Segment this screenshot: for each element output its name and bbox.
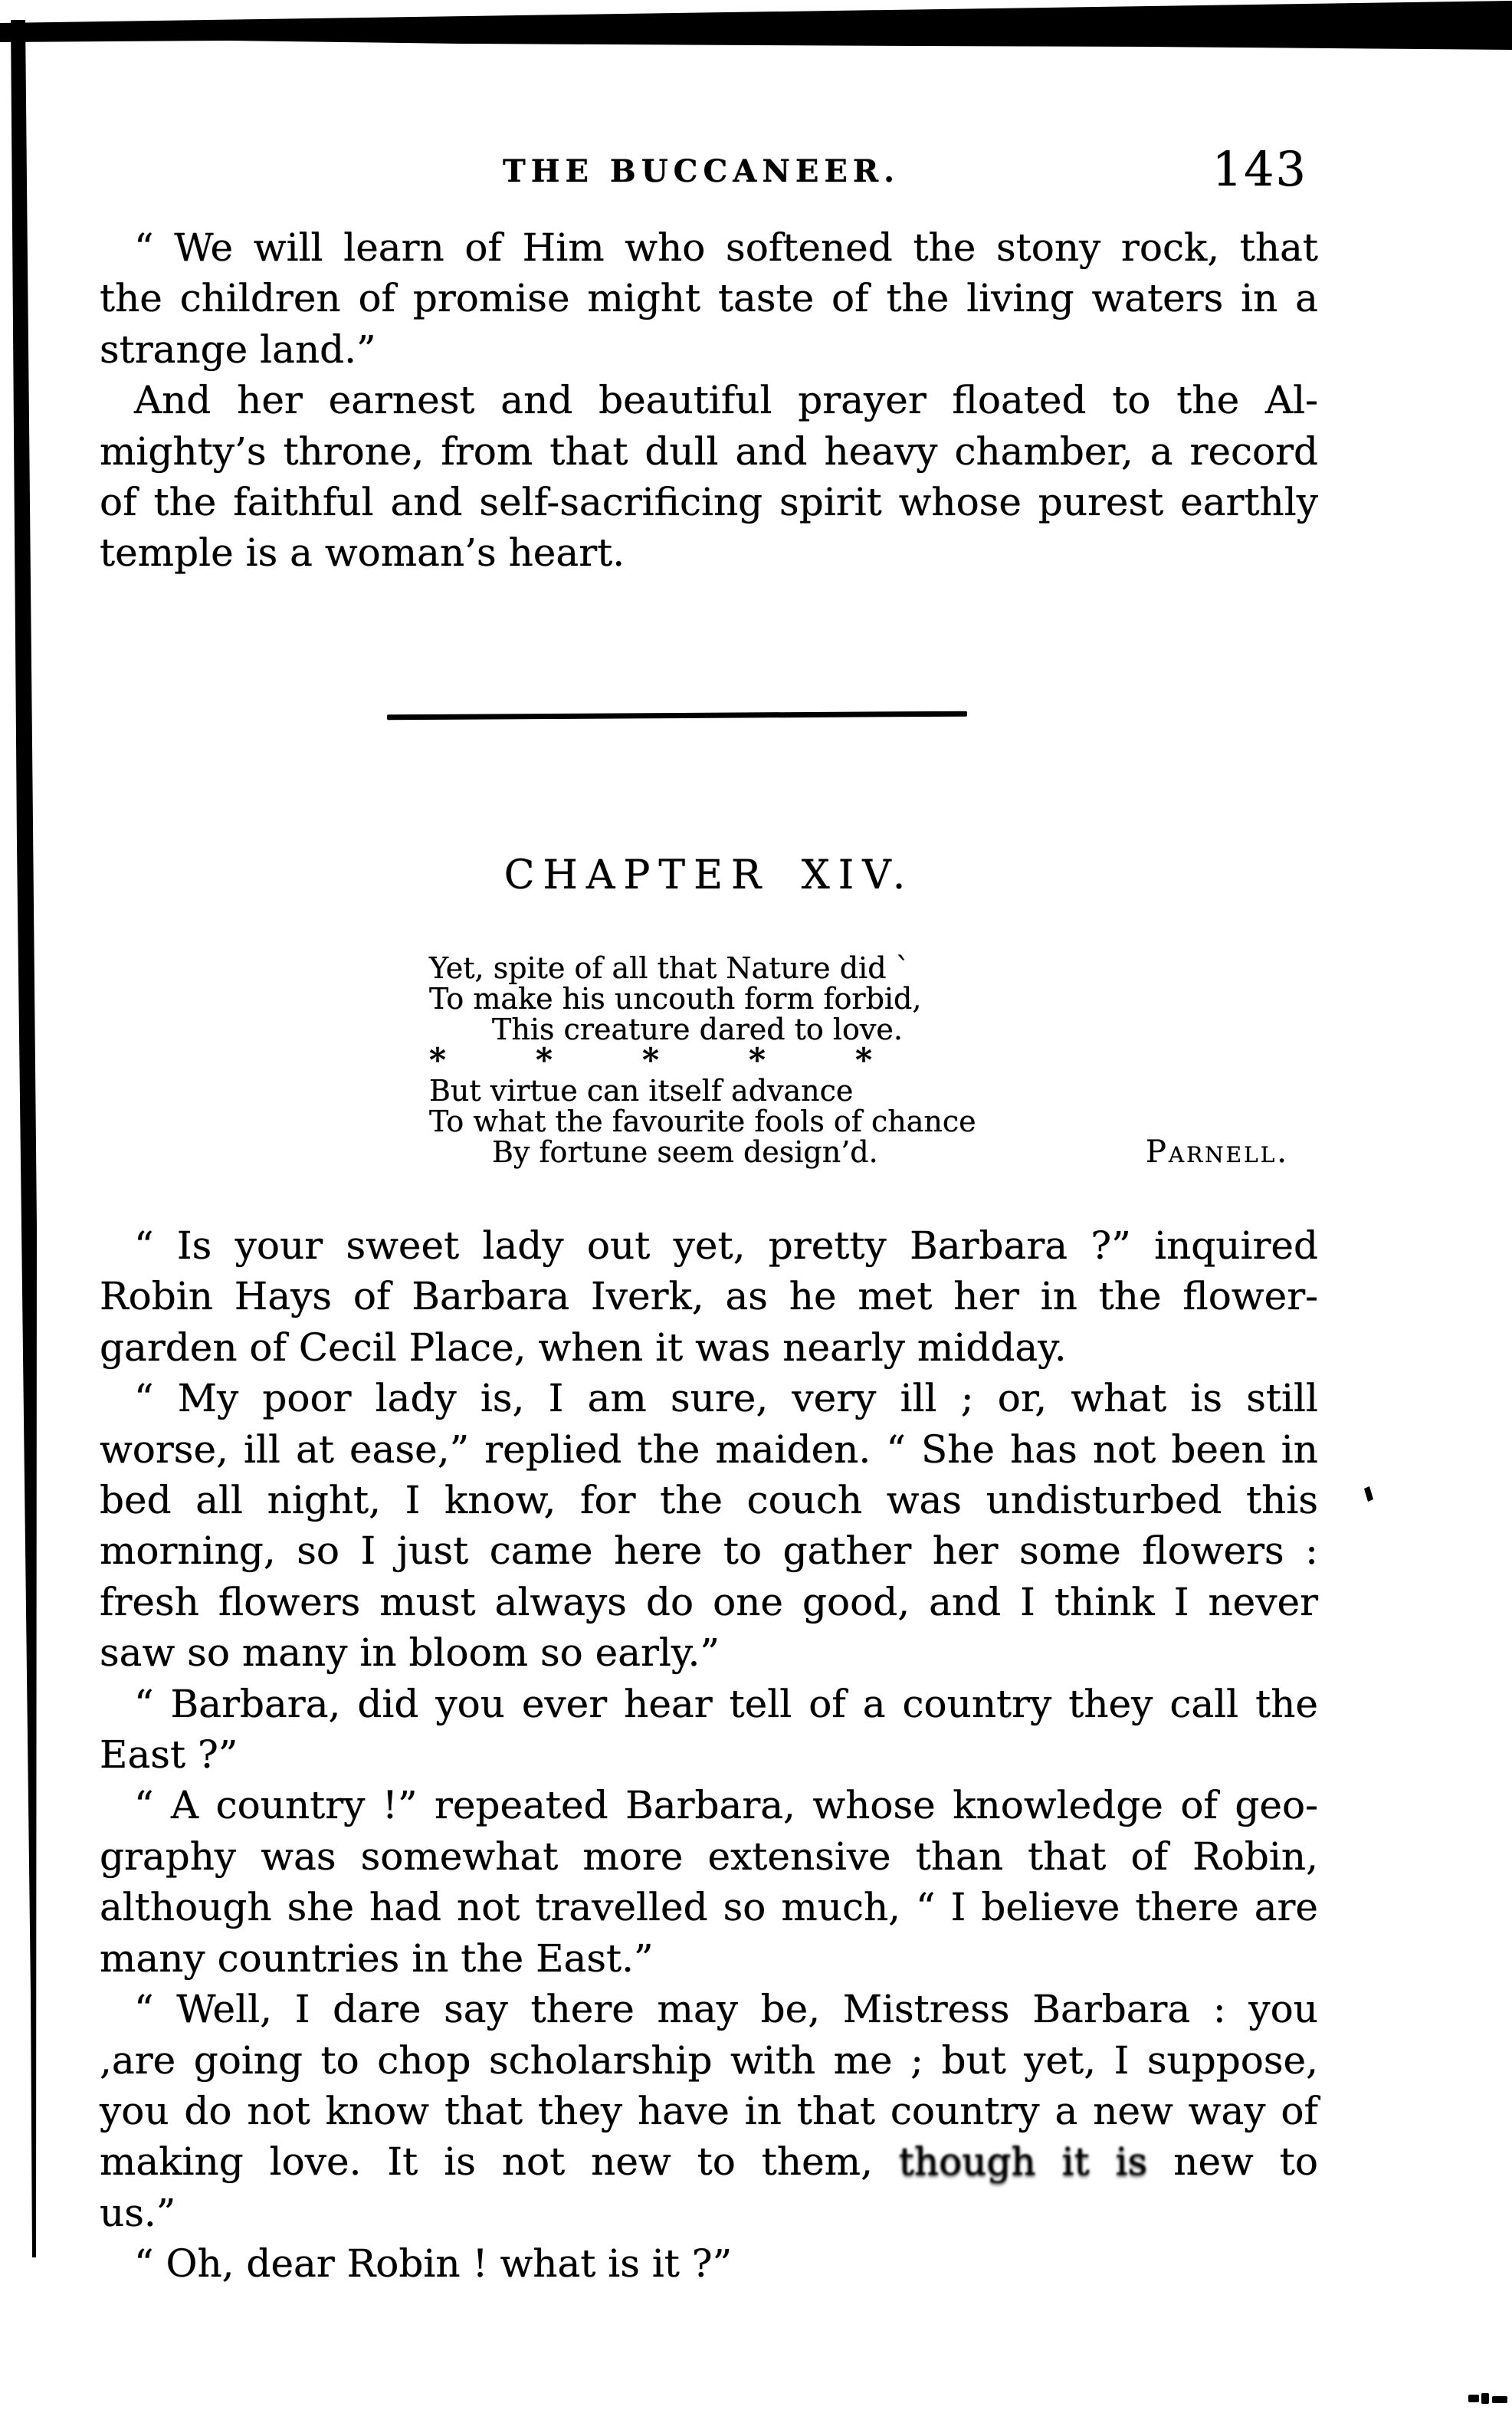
text-line: ,are going to chop scholarship with me ; but yet, I suppose, <box>100 2037 1318 2083</box>
text-line: of the faithful and self-sacrificing spirit whose purest earthly <box>100 480 1318 525</box>
opening-paragraphs <box>100 222 1318 579</box>
text-line: East ?” <box>100 1732 238 1778</box>
running-title: THE BUCCANEER. <box>502 153 900 189</box>
text-line: bed all night, I know, for the couch was undisturbed this <box>100 1478 1318 1523</box>
text-line: “ A country !” repeated Barbara, whose knowledge of geo- <box>134 1783 1318 1828</box>
text-line: fresh flowers must always do one good, and I think I never <box>100 1579 1318 1624</box>
text-line: although she had not travelled so much, “ I believe there are <box>100 1885 1318 1930</box>
text-line: making love. It is not new to them, though it is new to <box>100 2139 1318 2185</box>
section-divider-rule <box>387 711 967 721</box>
text-line: temple is a woman’s heart. <box>100 530 625 576</box>
text-line: worse, ill at ease,” replied the maiden. “ She has not been in <box>100 1427 1318 1472</box>
epigraph-line: To make his uncouth form forbid, <box>429 982 922 1016</box>
text-line: “ Oh, dear Robin ! what is it ?” <box>134 2241 733 2287</box>
text-line: us.” <box>100 2190 176 2235</box>
epigraph-line: Yet, spite of all that Nature did ` <box>429 951 910 985</box>
scan-artifact-left-edge <box>11 20 37 2257</box>
page-number: 143 <box>1212 141 1307 197</box>
text-line: you do not know that they have in that country a new way of <box>100 2088 1318 2133</box>
epigraph-attribution: Parnell. <box>1145 1134 1289 1170</box>
asterisk-separator: * * * * * <box>429 1041 872 1079</box>
text-line: many countries in the East.” <box>100 1935 654 1981</box>
running-header <box>92 141 1310 213</box>
epigraph-line: To what the favourite fools of chance <box>429 1105 976 1138</box>
epigraph-line: But virtue can itself advance <box>429 1074 854 1108</box>
body-paragraphs <box>100 1220 1318 2290</box>
text-line: And her earnest and beautiful prayer floated to the Al- <box>134 378 1318 423</box>
epigraph-line: By fortune seem design’d. <box>492 1135 878 1169</box>
chapter-epigraph <box>429 951 1289 1170</box>
text-line: “ Is your sweet lady out yet, pretty Barbara ?” inquired <box>134 1223 1318 1268</box>
scan-artifact-bottom-right-marks <box>1468 2393 1507 2404</box>
text-line: “ Barbara, did you ever hear tell of a country they call the <box>134 1681 1318 1726</box>
scan-artifact-top-edge <box>0 1 1512 50</box>
epigraph-line: This creature dared to love. <box>492 1013 903 1046</box>
text-line: graphy was somewhat more extensive than that of Robin, <box>100 1834 1318 1879</box>
scan-artifact-right-margin-tick <box>1364 1486 1373 1502</box>
text-line: “ Well, I dare say there may be, Mistress Barbara : you <box>134 1987 1318 2032</box>
text-line: “ We will learn of Him who softened the stony rock, that <box>134 225 1318 270</box>
text-line: garden of Cecil Place, when it was nearly midday. <box>100 1325 1067 1370</box>
text-line: the children of promise might taste of the living waters in a <box>100 276 1318 321</box>
text-line: Robin Hays of Barbara Iverk, as he met her in the flower- <box>100 1274 1318 1319</box>
text-line: “ My poor lady is, I am sure, very ill ; or, what is still <box>134 1376 1318 1421</box>
text-line: saw so many in bloom so early.” <box>100 1630 720 1676</box>
text-line: mighty’s throne, from that dull and heavy chamber, a record <box>100 428 1318 474</box>
text-line: strange land.” <box>100 327 376 372</box>
chapter-heading: CHAPTER XIV. <box>503 852 914 898</box>
text-line: morning, so I just came here to gather her some flowers : <box>100 1528 1318 1574</box>
